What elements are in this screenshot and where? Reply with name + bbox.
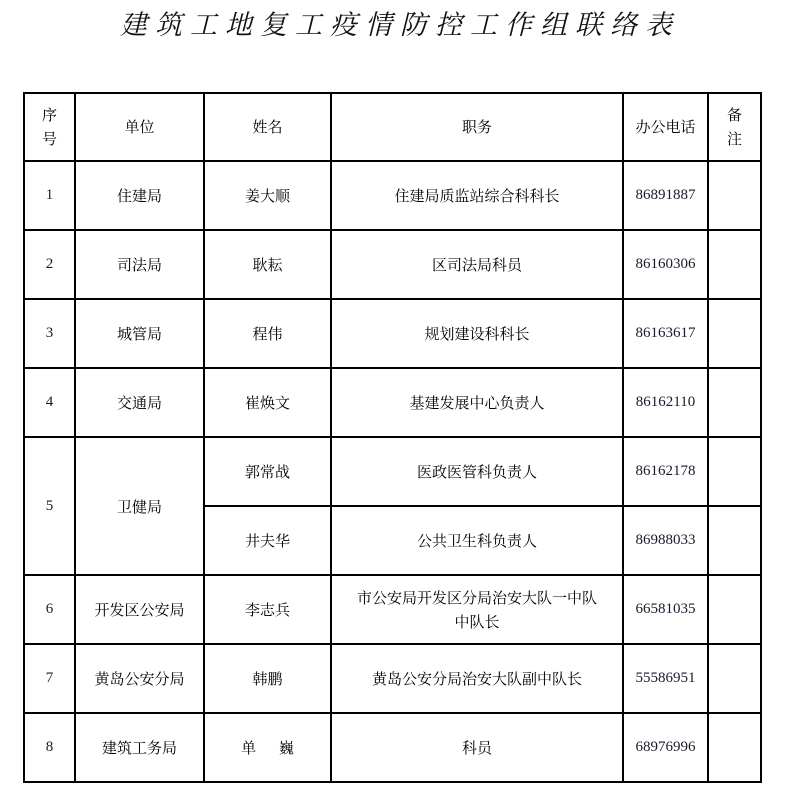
table-row bbox=[24, 713, 761, 782]
cell-phone: 86988033 bbox=[623, 506, 708, 575]
cell-remarks bbox=[708, 713, 761, 782]
table-row bbox=[24, 644, 761, 713]
cell-position: 区司法局科员 bbox=[331, 230, 623, 299]
cell-unit: 卫健局 bbox=[75, 437, 204, 575]
cell-unit: 住建局 bbox=[75, 161, 204, 230]
table-row bbox=[24, 299, 761, 368]
cell-position: 黄岛公安分局治安大队副中队长 bbox=[331, 644, 623, 713]
cell-remarks bbox=[708, 299, 761, 368]
cell-phone: 86160306 bbox=[623, 230, 708, 299]
cell-unit: 司法局 bbox=[75, 230, 204, 299]
cell-name: 郭常战 bbox=[204, 437, 331, 506]
cell-remarks bbox=[708, 230, 761, 299]
cell-remarks bbox=[708, 161, 761, 230]
cell-index: 8 bbox=[24, 713, 75, 782]
table-row bbox=[24, 230, 761, 299]
cell-index: 4 bbox=[24, 368, 75, 437]
cell-unit: 交通局 bbox=[75, 368, 204, 437]
cell-remarks bbox=[708, 437, 761, 506]
cell-unit: 开发区公安局 bbox=[75, 575, 204, 644]
cell-position: 科员 bbox=[331, 713, 623, 782]
cell-name: 韩鹏 bbox=[204, 644, 331, 713]
table-row bbox=[24, 368, 761, 437]
cell-index: 2 bbox=[24, 230, 75, 299]
cell-name: 程伟 bbox=[204, 299, 331, 368]
table-row bbox=[24, 161, 761, 230]
cell-name: 崔焕文 bbox=[204, 368, 331, 437]
cell-unit: 城管局 bbox=[75, 299, 204, 368]
cell-index: 6 bbox=[24, 575, 75, 644]
header-name: 姓名 bbox=[204, 93, 331, 161]
cell-index: 3 bbox=[24, 299, 75, 368]
cell-name: 井夫华 bbox=[204, 506, 331, 575]
table-row bbox=[24, 437, 761, 506]
cell-phone: 66581035 bbox=[623, 575, 708, 644]
contact-table bbox=[23, 92, 762, 783]
cell-remarks bbox=[708, 575, 761, 644]
position-line-1: 市公安局开发区分局治安大队一中队 bbox=[356, 588, 597, 607]
cell-phone: 86162178 bbox=[623, 437, 708, 506]
cell-position: 公共卫生科负责人 bbox=[331, 506, 623, 575]
header-unit: 单位 bbox=[75, 93, 204, 161]
cell-phone: 55586951 bbox=[623, 644, 708, 713]
cell-index: 5 bbox=[24, 437, 75, 575]
cell-position bbox=[331, 575, 623, 644]
table-row bbox=[24, 575, 761, 644]
cell-phone: 68976996 bbox=[623, 713, 708, 782]
cell-unit: 黄岛公安分局 bbox=[75, 644, 204, 713]
document-title: 建筑工地复工疫情防控工作组联络表 bbox=[120, 10, 680, 41]
cell-remarks bbox=[708, 506, 761, 575]
cell-position: 医政医管科负责人 bbox=[331, 437, 623, 506]
cell-phone: 86891887 bbox=[623, 161, 708, 230]
header-remarks: 备 注 bbox=[708, 93, 761, 161]
cell-remarks bbox=[708, 368, 761, 437]
cell-phone: 86163617 bbox=[623, 299, 708, 368]
cell-name: 耿耘 bbox=[204, 230, 331, 299]
cell-phone: 86162110 bbox=[623, 368, 708, 437]
header-index: 序 号 bbox=[24, 93, 75, 161]
cell-name: 李志兵 bbox=[204, 575, 331, 644]
cell-index: 7 bbox=[24, 644, 75, 713]
cell-remarks bbox=[708, 644, 761, 713]
cell-position: 基建发展中心负责人 bbox=[331, 368, 623, 437]
header-position: 职务 bbox=[331, 93, 623, 161]
cell-index: 1 bbox=[24, 161, 75, 230]
cell-name: 姜大顺 bbox=[204, 161, 331, 230]
cell-name: 单 巍 bbox=[204, 713, 331, 782]
cell-position: 规划建设科科长 bbox=[331, 299, 623, 368]
header-phone: 办公电话 bbox=[623, 93, 708, 161]
cell-position: 住建局质监站综合科科长 bbox=[331, 161, 623, 230]
cell-unit: 建筑工务局 bbox=[75, 713, 204, 782]
position-line-2: 中队长 bbox=[454, 612, 500, 631]
header-row bbox=[24, 93, 761, 161]
